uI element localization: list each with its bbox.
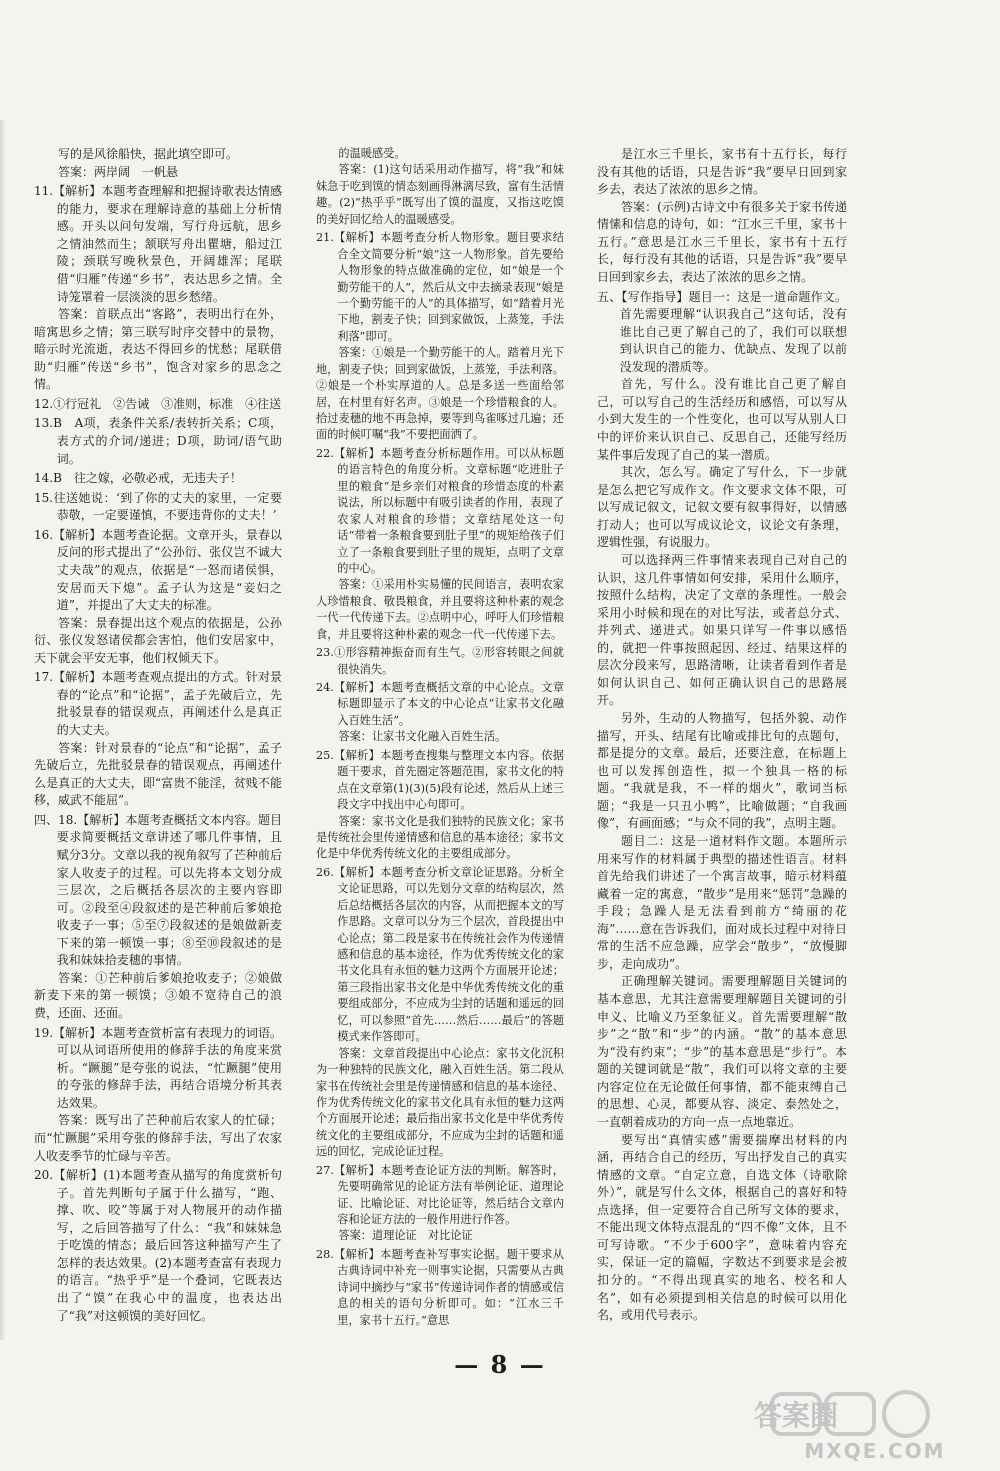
- question-23: 23.①形容精神振奋而有生气。②形容转眼之间就很快消失。: [316, 646, 564, 676]
- question-14: 14.B 往之嫁，必敬必戒，无违夫子！: [34, 471, 242, 486]
- paragraph: 是江水三千里长，家书有十五行长，每行没有其他的话语，只是告诉“我”要早日回到家乡去，表达了浓浓的思乡之情。: [597, 147, 847, 197]
- paragraph: 可以选择两三件事情来表现自己对自己的认识，这几件事情如何安排，采用什么顺序，按照什么结构，决定了文章的条理性。一般会采用小时候和现在的对比写法，或者总分式、并列式、递进式。如果只详写一件事以感悟的，就把一件事按照起因、经过、结果这样的层次分段来写，思路清晰，让读者看到作者是如何认识自己、如何正确认识自己的思路展开。: [597, 552, 847, 708]
- question-21: 21.【解析】本题考查分析人物形象。题目要求结合全文简要分析“娘”这一人物形象。首先要给人物形象的特点做准确的定位，如“娘是一个勤劳能干的人”，然后从文中去摘录表现“娘是一个勤劳能干的人”的具体描写，如“踏着月光下地，割麦子快；回到家做饭，上蒸笼，手法利落”即可。: [316, 231, 564, 343]
- watermark-logo: [753, 1388, 980, 1463]
- question-16: 16.【解析】本题考查论据。文章开头，景春以反问的形式提出了“公孙衍、张仪岂不诚大丈夫哉”的观点，依据是“一怒而诸侯惧，安居而天下熄”。孟子认为这是“妾妇之道”，并提出了大丈夫的标准。: [34, 527, 282, 613]
- answer-22: 答案：①采用朴实易懂的民间语言，表明农家人珍惜粮食、敬畏粮食，并且要将这种朴素的观念一代一代传递下去。②点明中心，呼吁人们珍惜粮食，并且要将这种朴素的观念一代一代传递下去。: [316, 578, 564, 641]
- answer-19: 答案：既写出了芒种前后农家人的忙碌；而“忙蹶腿”采用夸张的修辞手法，写出了农家人收麦季节的忙碌与辛苦。: [34, 1113, 282, 1163]
- answer-27: 答案：道理论证 对比论证: [338, 1229, 473, 1243]
- question-15: 15.往送她说：‘到了你的丈夫的家里，一定要恭敬，一定要谨慎，不要违背你的丈夫！’: [34, 490, 282, 523]
- question-13: 13.B A项，表条件关系/表转折关系；C项，表方式的介词/递进；D项，助词/语气助词。: [34, 416, 282, 466]
- question-27: 27.【解析】本题考查论证方法的判断。解答时，先要明确常见的论证方法有举例论证、道理论证、比喻论证、对比论证等，然后结合文章内容和论证方法的一般作用进行作答。: [316, 1163, 564, 1226]
- answer-28: 答案：(示例)古诗文中有很多关于家书传递情愫和信息的诗句，如：“江水三千里，家书十五行。”意思是江水三千里长，家书有十五行长，每行没有其他的话语，只是告诉“我”要早日回到家乡去，表达了浓浓的思乡之情。: [597, 199, 847, 284]
- watermark-logo-icon: [753, 1388, 980, 1463]
- answer-20: 答案：(1)这句话采用动作描写，将“我”和妹妹急于吃到馍的情态刻画得淋漓尽致，富有生活情趣。(2)“热乎乎”既写出了馍的温度，又指这吃馍的美好回忆给人的温暖感受。: [316, 163, 564, 226]
- question-19: 19.【解析】本题考查赏析富有表现力的词语。可以从词语所使用的修辞手法的角度来赏析。“蹶腿”是夸张的说法，“忙蹶腿”使用的夸张的修辞手法，再结合语境分析其表达效果。: [34, 1025, 282, 1110]
- answer-line: 答案：两岸阔 一帆悬: [58, 164, 179, 179]
- answer-16: 答案：景春提出这个观点的依据是，公孙衍、张仪发怒诸侯都会害怕，他们安居家中，天下就会平安无事，他们权倾天下。: [34, 615, 282, 665]
- paragraph: 首先，写什么。没有谁比自己更了解自己，可以写自己的生活经历和感悟，可以写从小到大发生的一个性变化，也可以写从别人口中的评价来认识自己、反思自己，还能写经历某件事后发现了自己的某一潜质。: [597, 377, 847, 462]
- paragraph: 正确理解关键词。需要理解题目关键词的基本意思，尤其注意需要理解题目关键词的引申义、比喻义乃至象征义。首先需要理解“散步”之“散”和“步”的内涵。“散”的基本意思为“没有约束”；“步”的基本意思是“步行”。本题的关键词就是“散”，我们可以将文章的主要内容定位在无论做任何事情，都不能束缚自己的思想、心灵，都要从容、淡定、泰然处之，一直朝着成功的方向一点一点地靠近。: [597, 974, 847, 1129]
- question-25: 25.【解析】本题考查搜集与整理文本内容。依据题干要求，首先圈定答题范围，家书文化的特点在文章第(1)(3)(5)段有论述，然后从上述三段文字中找出中心句即可。: [316, 748, 564, 812]
- question-11: 11.【解析】本题考查理解和把握诗歌表达情感的能力，要求在理解诗意的基础上分析情感。开头以问句发端，写行舟远航，思乡之情油然而生；颔联写舟出瞿塘，船过江陵；颈联写晚秋景色，开阔雄浑；尾联借“归雁”传递“乡书”，表达思乡之情。全诗笼罩着一层淡淡的思乡愁绪。: [34, 184, 282, 304]
- answer-11: 答案：首联点出“客路”，表明出行在外，暗寓思乡之情；第三联写时序交替中的景物，暗示时光流逝，表达不得回乡的忧愁；尾联借助“归雁”传送“乡书”，饱含对家乡的思念之情。: [34, 307, 282, 392]
- answer-26: 答案：文章首段提出中心论点：家书文化沉积为一种独特的民族文化，融入百姓生活。第二段从家书在传统社会里是传递情感和信息的基本途径、作为优秀传统文化的家书文化具有永恒的魅力这两个方面展开论述；最后指出家书文化是中华优秀传统文化的主要组成部分，不应成为尘封的话题和遥远的回忆，完成论证过程。: [316, 1046, 564, 1159]
- page-number: — 8 —: [454, 1350, 546, 1379]
- question-26: 26.【解析】本题考查分析文章论证思路。分析全文论证思路，可以先划分文章的结构层次，然后总结概括各层次的内容，从而把握本文的写作思路。文章可以分为三个层次，首段提出中心论点；第二段是家书在传统社会作为传递情感和信息的基本途径，作为优秀传统文化的家书文化具有永恒的魅力这两个方面展开论述；第三段指出家书文化是中华优秀传统文化的重要组成部分，不应成为尘封的话题和遥远的回忆，可以参照“首先……然后……最后”的答题模式来作答即可。: [316, 865, 564, 1044]
- question-12: 12.①行冠礼 ②告诫 ③准则，标准 ④往送: [34, 396, 282, 411]
- watermark-char: 答案圈: [753, 1399, 839, 1432]
- question-22: 22.【解析】本题考查分析标题作用。可以从标题的语言特色的角度分析。文章标题“吃进肚子里的粮食”是乡亲们对粮食的珍惜态度的朴素说法，所以标题中有吸引读者的作用，表现了农家人对粮食的珍惜；文章结尾处这一句话“带着一条粮食要到肚子里”的规矩给孩子们立了一条粮食要到肚子里的规矩，点明了文章的中心。: [316, 446, 564, 575]
- text-column-left: [34, 146, 282, 1325]
- paragraph: 写的是风徐船快，据此填空即可。: [58, 147, 239, 161]
- question-28: 28.【解析】本题考查补写事实论据。题干要求从古典诗词中补充一则事实论据，只需要从古典诗词中摘抄与“家书”传递诗词作者的情感或信息的相关的语句分析即可。如：“江水三千里，家书十五行。”意思: [316, 1247, 564, 1327]
- answer-17: 答案：针对景春的“论点”和“论据”，孟子先破后立，先批驳景春的错误观点，再阐述什么是真正的大丈夫，即“富贵不能淫，贫贱不能移，威武不能屈”。: [34, 740, 282, 808]
- answer-18: 答案：①芒种前后爹娘抢收麦子；②娘做新麦下来的第一顿馍；③娘不宽待自己的浪费，还面、还面。: [34, 970, 282, 1020]
- text-column-middle: [316, 146, 564, 1329]
- paragraph: 题目二：这是一道材料作文题。本题所示用来写作的材料属于典型的描述性语言。材料首先给我们讲述了一个寓言故事，暗示材料蕴藏着一定的寓意，“散步”是用来“惩罚”急躁的手段；急躁人是无法看到前方“绮丽的花海”……意在告诉我们，面对成长过程中对待日常的生活不应急躁，应学会“散步”，“放慢脚步，走向成功”。: [597, 833, 847, 971]
- answer-25: 答案：家书文化是我们独特的民族文化；家书是传统社会里传递情感和信息的基本途径；家书文化是中华优秀传统文化的主要组成部分。: [316, 814, 564, 861]
- answer-21: 答案：①娘是一个勤劳能干的人。踏着月光下地，割麦子快；回到家做饭，上蒸笼，手法利落。②娘是一个朴实厚道的人。总是多送一些面给邻居，在村里有好名声。③娘是一个珍惜粮食的人。拾过麦穗的地不再急掉，要等到鸟雀啄过几遍；还面的时候叮嘱“我”不要把面洒了。: [316, 346, 564, 442]
- question-20: 20.【解析】(1)本题考查从描写的角度赏析句子。首先判断句子属于什么描写，“跑、撑、吹、咬”等属于对人物展开的动作描写，之后回答描写了什么：“我”和妹妹急于吃馍的情态；最后回答这种描写产生了怎样的表达效果。(2)本题考查富有表现力的语言。“热乎乎”是一个叠词，它既表达出了“馍”在我心中的温度，也表达出了“我”对这顿馍的美好回忆。: [34, 1168, 282, 1323]
- paragraph: 其次，怎么写。确定了写什么，下一步就是怎么把它写成作文。作文要求文体不限，可以写成记叙文，记叙文要有叙事得好，以情感打动人；也可以写成议论文，议论文有条理，逻辑性强，有说服力。: [597, 465, 847, 550]
- text-column-right: [597, 146, 847, 1325]
- question-24: 24.【解析】本题考查概括文章的中心论点。文章标题即显示了本文的中心论点“让家书文化融入百姓生活”。: [316, 681, 564, 727]
- paragraph: 另外，生动的人物描写，包括外貌、动作描写，开头、结尾有比喻或排比句的点题句，都是提分的文章。最后，还要注意，在标题上也可以发挥创造性，拟一个独具一格的标题。“我就是我，不一样的烟火”，歌词当标题；“我是一只丑小鸭”，比喻做题；“自我画像”，有画面感；“与众不同的我”，点明主题。: [597, 711, 847, 831]
- paragraph: 的温暖感受。: [338, 147, 406, 160]
- page-binding-shadow: [0, 120, 6, 1340]
- answer-24: 答案：让家书文化融入百姓生活。: [338, 730, 507, 744]
- watermark-site: MXQE.COM: [804, 1439, 946, 1463]
- question-18: 四、18.【解析】本题考查概括文本内容。题目要求简要概括文章讲述了哪几件事情，且赋分3分。文章以我的视角叙写了芒种前后家人收麦子的过程。可以先将本文划分成三层次，之后概括各层次的主要内容即可。②段至④段叙述的是芒种前后爹娘抢收麦子一事；⑤至⑦段叙述的是娘做新麦下来的第一顿馍一事；⑧至⑩段叙述的是我和妹妹拾麦穗的事情。: [34, 812, 282, 968]
- writing-guide: 五、【写作指导】题目一：这是一道命题作文。首先需要理解“认识我自己”这句话，没有谁比自己更了解自己的了，我们可以联想到认识自己的能力、优缺点、发现了以前没发现的潜质等。: [597, 289, 847, 374]
- question-17: 17.【解析】本题考查观点提出的方式。针对景春的“论点”和“论据”，孟子先破后立，先批驳景春的错误观点，再阐述什么是真正的大丈夫。: [34, 670, 282, 737]
- paragraph: 要写出“真情实感”需要揣摩出材料的内涵，再结合自己的经历，写出抒发自己的真实情感的文章。“自定立意，自选文体（诗歌除外）”，就是写什么文体，根据自己的喜好和特点选择，但一定要符合自己所写文体的要求，不能出现文体特点混乱的“四不像”文体，且不可写诗歌。“不少于600字”，意味着内容充实，保证一定的篇幅，字数达不到要求是会被扣分的。“不得出现真实的地名、校名和人名”，如有必须提到相关信息的时候可以用化名，或用代号表示。: [597, 1132, 847, 1323]
